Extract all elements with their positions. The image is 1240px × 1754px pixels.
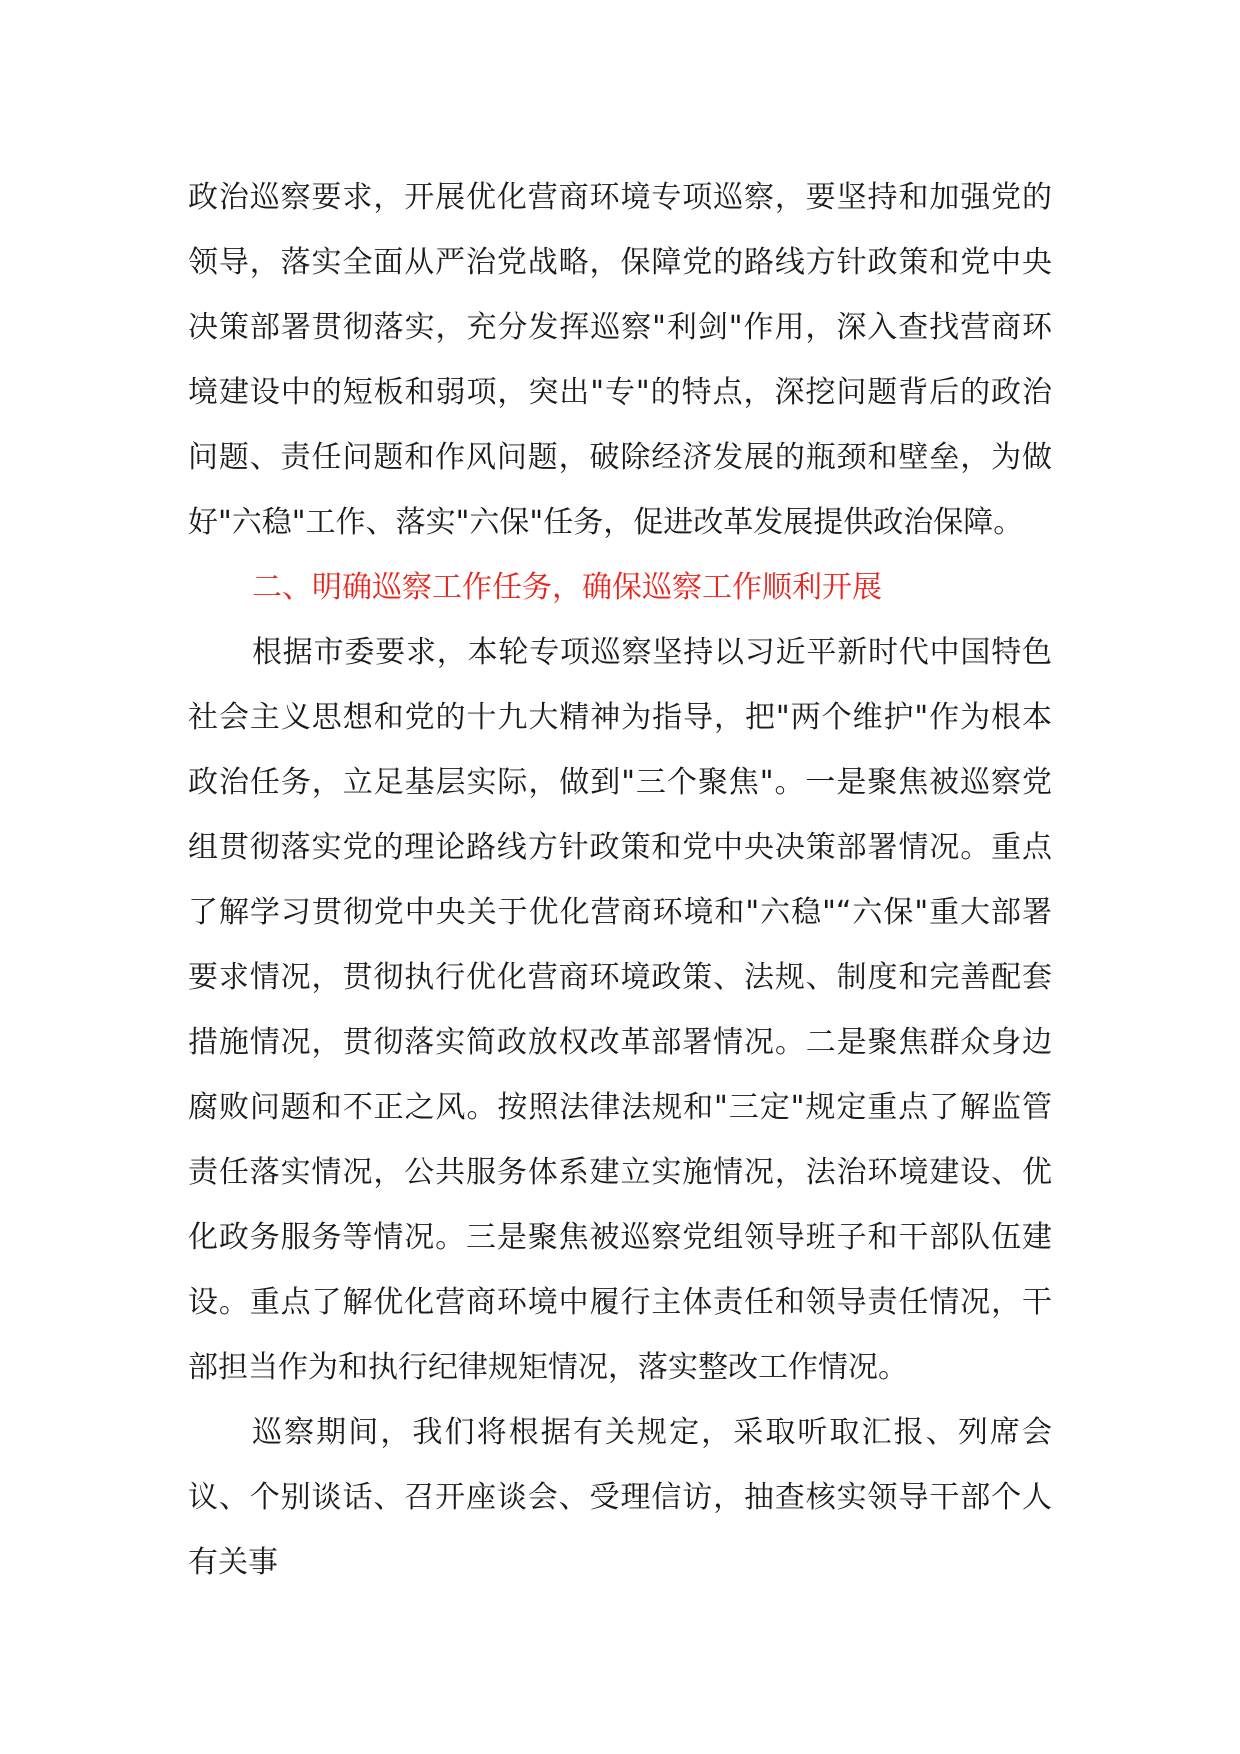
document-body: [188, 165, 1052, 1595]
section-heading: 二、明确巡察工作任务，确保巡察工作顺利开展: [252, 570, 882, 605]
paragraph-methods: 巡察期间，我们将根据有关规定，采取听取汇报、列席会议、个别谈话、召开座谈会、受理信访，抽查核实领导干部个人有关事: [188, 1415, 1052, 1580]
paragraph-tasks: 根据市委要求，本轮专项巡察坚持以习近平新时代中国特色社会主义思想和党的十九大精神为指导，把"两个维护"作为根本政治任务，立足基层实际，做到"三个聚焦"。一是聚焦被巡察党组贯彻落实党的理论路线方针政策和党中央决策部署情况。重点了解学习贯彻党中央关于优化营商环境和"六稳"“六保"重大部署要求情况，贯彻执行优化营商环境政策、法规、制度和完善配套措施情况，贯彻落实简政放权改革部署情况。二是聚焦群众身边腐败问题和不正之风。按照法律法规和"三定"规定重点了解监管责任落实情况，公共服务体系建立实施情况，法治环境建设、优化政务服务等情况。三是聚焦被巡察党组领导班子和干部队伍建设。重点了解优化营商环境中履行主体责任和领导责任情况，干部担当作为和执行纪律规矩情况，落实整改工作情况。: [188, 635, 1052, 1385]
paragraph-continuation: 政治巡察要求，开展优化营商环境专项巡察，要坚持和加强党的领导，落实全面从严治党战略，保障党的路线方针政策和党中央决策部署贯彻落实，充分发挥巡察"利剑"作用，深入查找营商环境建设中的短板和弱项，突出"专"的特点，深挖问题背后的政治问题、责任问题和作风问题，破除经济发展的瓶颈和壁垒，为做好"六稳"工作、落实"六保"任务，促进改革发展提供政治保障。: [188, 180, 1052, 540]
